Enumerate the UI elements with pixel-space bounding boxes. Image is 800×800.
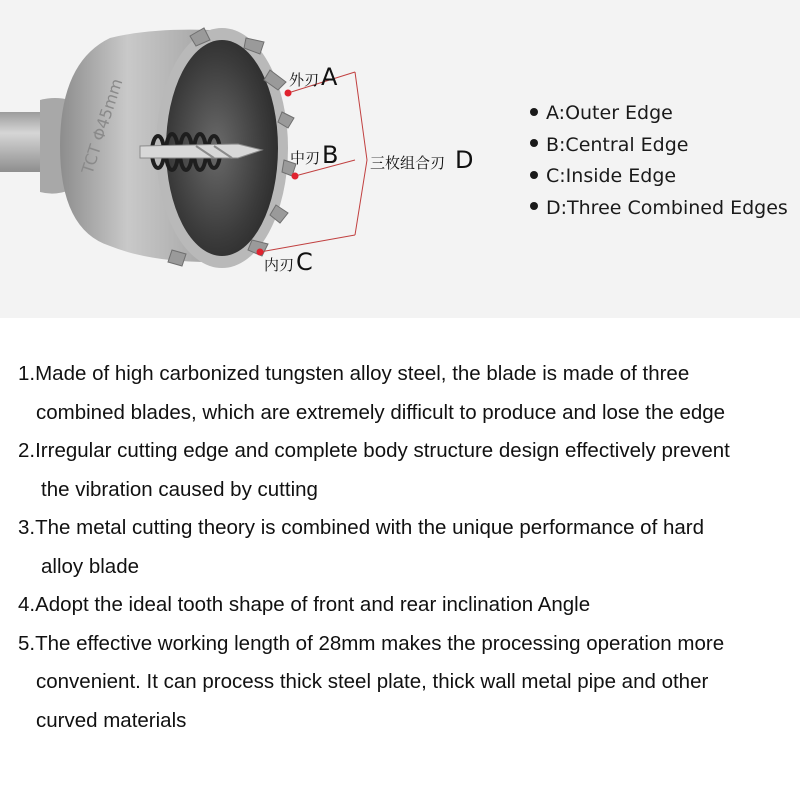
shank <box>0 98 70 194</box>
legend-item: B:Central Edge <box>530 130 788 162</box>
label-b: 中刃B <box>290 141 339 169</box>
legend-item: A:Outer Edge <box>530 98 788 130</box>
pilot-drill <box>140 144 262 158</box>
feature-item: 4.Adopt the ideal tooth shape of front and rear inclination Angle <box>18 593 591 616</box>
product-panel <box>0 0 800 318</box>
bullet-icon <box>530 139 538 147</box>
label-d: 三枚组合刃 D <box>370 146 474 174</box>
feature-item: 1.Made of high carbonized tungsten alloy steel, the blade is made of three combined blades, which are extremely difficult to produce and lose the edge <box>18 362 726 424</box>
bullet-icon <box>530 202 538 210</box>
shank-engraving: TCT Φ45mm <box>77 76 127 177</box>
feature-item: 5.The effective working length of 28mm makes the processing operation more convenient. It can process thick steel plate, thick wall metal pipe and other curved materials <box>18 631 725 732</box>
label-c: 内刃C <box>264 248 313 276</box>
legend-item: D:Three Combined Edges <box>530 193 788 225</box>
edge-legend <box>530 98 788 224</box>
feature-item: 3.The metal cutting theory is combined with the unique performance of hard alloy blade <box>18 516 704 578</box>
feature-list <box>18 355 793 740</box>
bullet-icon <box>530 171 538 179</box>
feature-item: 2.Irregular cutting edge and complete body structure design effectively prevent the vibration caused by cutting <box>18 439 730 501</box>
bullet-icon <box>530 108 538 116</box>
legend-item: C:Inside Edge <box>530 161 788 193</box>
label-a: 外刃A <box>289 63 338 91</box>
